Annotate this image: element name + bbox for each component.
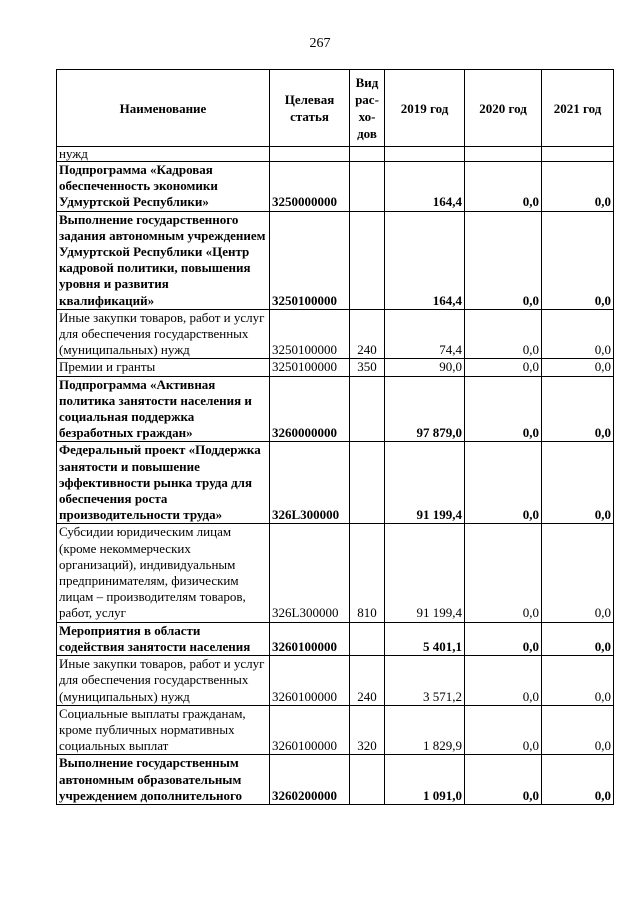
cell-name: Иные закупки товаров, работ и услуг для обеспечения государственных (муниципальных) нужд bbox=[57, 309, 270, 359]
cell-name: Субсидии юридическим лицам (кроме некоммерческих организаций), индивидуальным предпринимателям, физическим лицам – производителям товаров, работ, услуг bbox=[57, 524, 270, 622]
cell-vid bbox=[350, 162, 385, 212]
cell-2019: 91 199,4 bbox=[385, 524, 465, 622]
cell-name: Подпрограмма «Кадровая обеспеченность экономики Удмуртской Республики» bbox=[57, 162, 270, 212]
header-row bbox=[57, 70, 614, 147]
cell-2021: 0,0 bbox=[542, 656, 614, 706]
cell-name: Мероприятия в области содействия занятости населения bbox=[57, 622, 270, 655]
cell-name: Подпрограмма «Активная политика занятости населения и социальная поддержка безработных граждан» bbox=[57, 376, 270, 442]
cell-vid: 240 bbox=[350, 309, 385, 359]
table-row bbox=[57, 211, 614, 309]
cell-2021 bbox=[542, 147, 614, 162]
budget-table bbox=[56, 69, 614, 805]
header-2021: 2021 год bbox=[542, 70, 614, 147]
table-row bbox=[57, 524, 614, 622]
cell-2019: 97 879,0 bbox=[385, 376, 465, 442]
table-row bbox=[57, 705, 614, 755]
cell-2021: 0,0 bbox=[542, 211, 614, 309]
cell-2020: 0,0 bbox=[465, 656, 542, 706]
cell-code: 3250000000 bbox=[270, 162, 350, 212]
cell-2019: 164,4 bbox=[385, 211, 465, 309]
cell-name: нужд bbox=[57, 147, 270, 162]
cell-2019: 164,4 bbox=[385, 162, 465, 212]
cell-2020: 0,0 bbox=[465, 524, 542, 622]
cell-vid bbox=[350, 376, 385, 442]
cell-vid bbox=[350, 211, 385, 309]
header-2019: 2019 год bbox=[385, 70, 465, 147]
cell-2019: 91 199,4 bbox=[385, 442, 465, 524]
cell-2019 bbox=[385, 147, 465, 162]
cell-vid: 240 bbox=[350, 656, 385, 706]
cell-2020: 0,0 bbox=[465, 359, 542, 376]
cell-name: Выполнение государственным автономным образовательным учреждением дополнительного bbox=[57, 755, 270, 805]
header-name: Наименование bbox=[57, 70, 270, 147]
cell-2020: 0,0 bbox=[465, 755, 542, 805]
table-row bbox=[57, 162, 614, 212]
cell-code bbox=[270, 147, 350, 162]
cell-2019: 3 571,2 bbox=[385, 656, 465, 706]
cell-2020: 0,0 bbox=[465, 162, 542, 212]
table-body bbox=[57, 147, 614, 805]
cell-code: 326L300000 bbox=[270, 524, 350, 622]
cell-2020: 0,0 bbox=[465, 309, 542, 359]
cell-2020: 0,0 bbox=[465, 376, 542, 442]
cell-code: 3250100000 bbox=[270, 211, 350, 309]
header-2020: 2020 год bbox=[465, 70, 542, 147]
cell-2019: 1 829,9 bbox=[385, 705, 465, 755]
cell-2021: 0,0 bbox=[542, 705, 614, 755]
cell-2021: 0,0 bbox=[542, 309, 614, 359]
cell-2021: 0,0 bbox=[542, 162, 614, 212]
table-row bbox=[57, 376, 614, 442]
table-row bbox=[57, 359, 614, 376]
cell-2021: 0,0 bbox=[542, 755, 614, 805]
cell-2019: 5 401,1 bbox=[385, 622, 465, 655]
header-code: Целевая статья bbox=[270, 70, 350, 147]
cell-vid bbox=[350, 442, 385, 524]
header-vid: Вид рас- хо- дов bbox=[350, 70, 385, 147]
cell-2020 bbox=[465, 147, 542, 162]
cell-2020: 0,0 bbox=[465, 705, 542, 755]
cell-vid: 810 bbox=[350, 524, 385, 622]
cell-name: Иные закупки товаров, работ и услуг для обеспечения государственных (муниципальных) нужд bbox=[57, 656, 270, 706]
table-header bbox=[57, 70, 614, 147]
cell-2020: 0,0 bbox=[465, 442, 542, 524]
cell-code: 3260200000 bbox=[270, 755, 350, 805]
cell-name: Премии и гранты bbox=[57, 359, 270, 376]
cell-vid bbox=[350, 147, 385, 162]
cell-name: Федеральный проект «Поддержка занятости и повышение эффективности рынка труда для обеспечения роста производительности труда» bbox=[57, 442, 270, 524]
cell-2021: 0,0 bbox=[542, 622, 614, 655]
cell-vid: 350 bbox=[350, 359, 385, 376]
cell-code: 326L300000 bbox=[270, 442, 350, 524]
cell-code: 3260100000 bbox=[270, 622, 350, 655]
cell-code: 3260100000 bbox=[270, 705, 350, 755]
cell-vid bbox=[350, 622, 385, 655]
table-row bbox=[57, 442, 614, 524]
cell-name: Социальные выплаты гражданам, кроме публичных нормативных социальных выплат bbox=[57, 705, 270, 755]
cell-2019: 1 091,0 bbox=[385, 755, 465, 805]
cell-2019: 74,4 bbox=[385, 309, 465, 359]
cell-vid: 320 bbox=[350, 705, 385, 755]
cell-code: 3250100000 bbox=[270, 309, 350, 359]
cell-code: 3260000000 bbox=[270, 376, 350, 442]
page-number: 267 bbox=[309, 36, 331, 51]
table-row bbox=[57, 755, 614, 805]
cell-vid bbox=[350, 755, 385, 805]
table-row bbox=[57, 147, 614, 162]
cell-2020: 0,0 bbox=[465, 622, 542, 655]
cell-2020: 0,0 bbox=[465, 211, 542, 309]
cell-code: 3260100000 bbox=[270, 656, 350, 706]
cell-2021: 0,0 bbox=[542, 359, 614, 376]
cell-name: Выполнение государственного задания автономным учреждением Удмуртской Республики «Центр кадровой политики, повышения уровня и развития квалификаций» bbox=[57, 211, 270, 309]
cell-code: 3250100000 bbox=[270, 359, 350, 376]
cell-2021: 0,0 bbox=[542, 442, 614, 524]
table-row bbox=[57, 656, 614, 706]
cell-2021: 0,0 bbox=[542, 524, 614, 622]
cell-2019: 90,0 bbox=[385, 359, 465, 376]
table-row bbox=[57, 309, 614, 359]
cell-2021: 0,0 bbox=[542, 376, 614, 442]
table-row bbox=[57, 622, 614, 655]
